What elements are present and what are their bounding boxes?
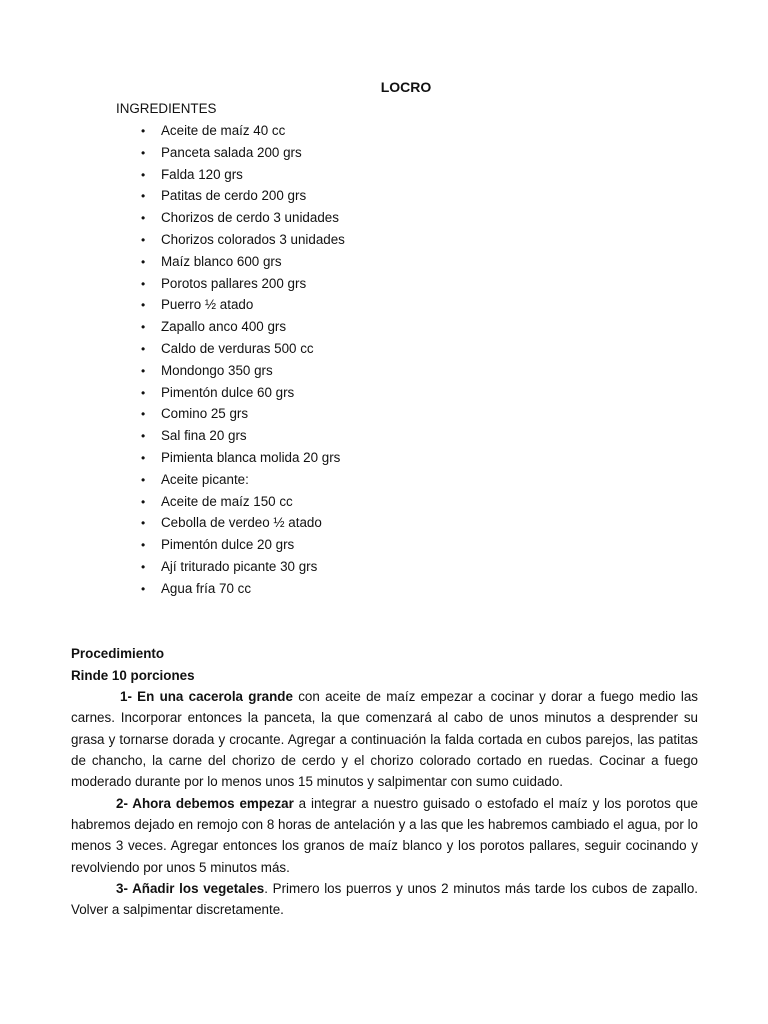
- bullet-icon: •: [141, 298, 146, 313]
- bullet-icon: •: [141, 494, 146, 509]
- step-lead: 1- En una cacerola grande: [120, 689, 293, 705]
- procedure-step: [71, 686, 698, 792]
- procedure-section: [71, 643, 698, 920]
- step-lead: 2- Ahora debemos empezar: [116, 795, 294, 811]
- ingredient-item: • Caldo de verduras 500 cc: [141, 340, 314, 356]
- step-text: con aceite de maíz empezar a cocinar y dorar a fuego medio las carnes. Incorporar entonces la panceta, la que comenzará al cabo de unos minutos a desprender su grasa y tornarse dorada y crocante. Agregar a continuación la falda cortada en cubos parejos, las patitas de chancho, la carne del chorizo de cerdo y el chorizo colorado cortado en ruedas. Cocinar a fuego moderado durante por lo menos unos 15 minutos y salpimentar con sumo cuidado.: [71, 689, 699, 790]
- bullet-icon: •: [141, 407, 146, 422]
- bullet-icon: •: [141, 189, 146, 204]
- bullet-icon: •: [141, 450, 146, 465]
- bullet-icon: •: [141, 254, 146, 269]
- bullet-icon: •: [141, 472, 146, 487]
- ingredients-list: [0, 122, 345, 602]
- ingredient-item: • Chorizos colorados 3 unidades: [141, 231, 345, 247]
- bullet-icon: •: [141, 124, 146, 138]
- bullet-icon: •: [141, 232, 146, 247]
- step-text: a integrar a nuestro guisado o estofado el maíz y los porotos que habremos dejado en remojo con 8 horas de antelación y a las que les habremos cambiado el agua, por lo menos 3 veces. Agregar entonces los granos de maíz blanco y los porotos pallares, seguir cocinando y revolviendo por unos 5 minutos más.: [71, 795, 698, 875]
- ingredient-item: • Sal fina 20 grs: [141, 428, 247, 444]
- ingredient-item: • Aceite de maíz 40 cc: [141, 123, 286, 138]
- ingredient-item: • Chorizos de cerdo 3 unidades: [141, 210, 339, 226]
- ingredient-item: • Comino 25 grs: [141, 406, 249, 422]
- ingredient-item: • Agua fría 70 cc: [141, 580, 252, 596]
- bullet-icon: •: [141, 385, 146, 400]
- ingredient-item: • Mondongo 350 grs: [141, 362, 273, 378]
- recipe-title: LOCRO: [380, 79, 432, 95]
- step-text: . Primero los puerros y unos 2 minutos más tarde los cubos de zapallo. Volver a salpimentar discretamente.: [71, 880, 698, 918]
- servings-heading: Rinde 10 porciones: [71, 667, 195, 683]
- ingredient-item: • Panceta salada 200 grs: [141, 144, 302, 160]
- bullet-icon: •: [141, 341, 146, 356]
- bullet-icon: •: [141, 276, 146, 291]
- procedure-heading: Procedimiento: [71, 646, 165, 661]
- bullet-icon: •: [141, 211, 146, 226]
- step-lead: 3- Añadir los vegetales: [116, 880, 265, 896]
- ingredient-item: • Ají triturado picante 30 grs: [141, 558, 318, 574]
- ingredient-item: • Maíz blanco 600 grs: [141, 253, 282, 269]
- ingredient-item: • Puerro ½ atado: [141, 297, 254, 313]
- bullet-icon: •: [141, 559, 146, 574]
- ingredient-item: • Pimentón dulce 60 grs: [141, 384, 295, 400]
- bullet-icon: •: [141, 581, 146, 596]
- ingredient-item: • Patitas de cerdo 200 grs: [141, 188, 307, 204]
- bullet-icon: •: [141, 429, 146, 444]
- ingredient-item: • Pimienta blanca molida 20 grs: [141, 449, 341, 465]
- ingredient-item: • Cebolla de verdeo ½ atado: [141, 515, 322, 531]
- bullet-icon: •: [141, 538, 146, 553]
- bullet-icon: •: [141, 167, 146, 182]
- bullet-icon: •: [141, 516, 146, 531]
- ingredient-item: • Porotos pallares 200 grs: [141, 275, 307, 291]
- ingredients-heading: INGREDIENTES: [116, 101, 217, 116]
- procedure-step: [71, 878, 698, 921]
- ingredient-item: • Falda 120 grs: [141, 166, 243, 182]
- ingredient-item: • Zapallo anco 400 grs: [141, 319, 287, 335]
- ingredient-item: • Aceite picante:: [141, 471, 249, 487]
- bullet-icon: •: [141, 145, 146, 160]
- bullet-icon: •: [141, 320, 146, 335]
- bullet-icon: •: [141, 363, 146, 378]
- procedure-step: [71, 793, 698, 878]
- ingredient-item: • Pimentón dulce 20 grs: [141, 537, 295, 553]
- ingredient-item: • Aceite de maíz 150 cc: [141, 493, 293, 509]
